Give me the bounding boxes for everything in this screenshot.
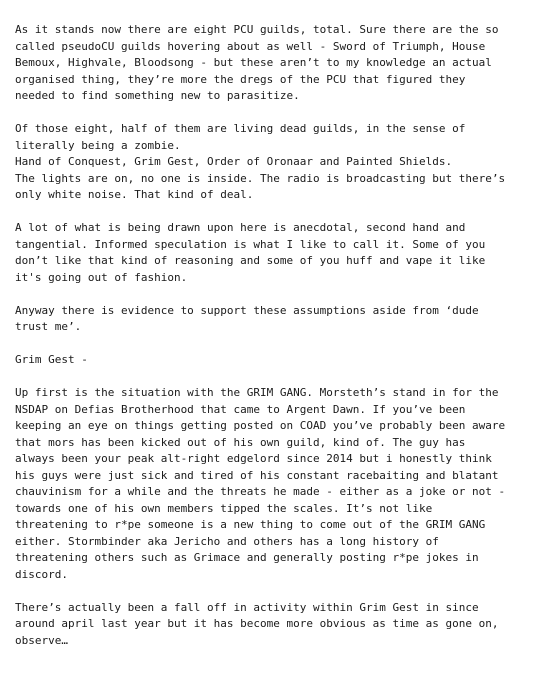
text-line: discord. <box>15 567 68 581</box>
section-heading: Grim Gest - <box>15 353 88 366</box>
paragraph-grim-gang <box>15 385 530 583</box>
section-heading-grim-gest <box>15 352 530 369</box>
text-line: Up first is the situation with the GRIM GANG. Morsteth’s stand in for the <box>15 386 499 399</box>
text-line: literally being a zombie. <box>15 138 181 152</box>
text-line: Hand of Conquest, Grim Gest, Order of Oronaar and Painted Shields. <box>15 155 453 168</box>
text-line: There’s actually been a fall off in activity within Grim Gest in since <box>15 600 479 614</box>
paragraph-pcu-guilds <box>15 22 530 105</box>
text-line: that mors has been kicked out of his own guild, kind of. The guy has <box>15 435 466 449</box>
text-line: Bemoux, Highvale, Bloodsong - but these aren’t to my knowledge an actual <box>15 56 492 69</box>
text-line: his guys were just sick and tired of his constant racebaiting and blatant <box>15 468 499 482</box>
paragraph-activity-falloff <box>15 600 530 650</box>
text-line: Anyway there is evidence to support these assumptions aside from ‘dude <box>15 303 479 317</box>
paragraph-anecdotal <box>15 220 530 286</box>
text-line: observe… <box>15 633 68 647</box>
text-line: either. Stormbinder aka Jericho and others has a long history of <box>15 534 439 548</box>
text-line: it's going out of fashion. <box>15 270 188 284</box>
text-line: chauvinism for a while and the threats he made - either as a joke or not - <box>15 485 506 498</box>
text-line: called pseudoCU guilds hovering about as well - Sword of Triumph, House <box>15 39 486 53</box>
document-body <box>15 22 530 666</box>
text-line: towards one of his own members tipped the scales. It’s not like <box>15 501 433 515</box>
text-line: threatening others such as Grimace and generally posting r*pe jokes in <box>15 551 479 564</box>
text-line: organised thing, they’re more the dregs of the PCU that figured they <box>15 72 466 86</box>
text-line: The lights are on, no one is inside. The radio is broadcasting but there’s <box>15 171 506 185</box>
text-line: always been your peak alt-right edgelord since 2014 but i honestly think <box>15 452 492 465</box>
text-line: trust me’. <box>15 320 82 333</box>
paragraph-evidence <box>15 303 530 336</box>
text-line: threatening to r*pe someone is a new thing to come out of the GRIM GANG <box>15 518 486 531</box>
text-line: Of those eight, half of them are living dead guilds, in the sense of <box>15 122 466 135</box>
text-line: NSDAP on Defias Brotherhood that came to Argent Dawn. If you’ve been <box>15 402 466 416</box>
text-line: around april last year but it has become more obvious as time as gone on, <box>15 617 499 630</box>
text-line: As it stands now there are eight PCU guilds, total. Sure there are the so <box>15 23 499 36</box>
text-line: only white noise. That kind of deal. <box>15 188 254 201</box>
text-line: don’t like that kind of reasoning and some of you huff and vape it like <box>15 254 486 267</box>
text-line: keeping an eye on things getting posted on COAD you’ve probably been aware <box>15 419 506 432</box>
text-line: tangential. Informed speculation is what I like to call it. Some of you <box>15 237 486 251</box>
text-line: A lot of what is being drawn upon here is anecdotal, second hand and <box>15 221 466 234</box>
text-line: needed to find something new to parasitize. <box>15 89 300 102</box>
paragraph-living-dead-guilds <box>15 121 530 204</box>
